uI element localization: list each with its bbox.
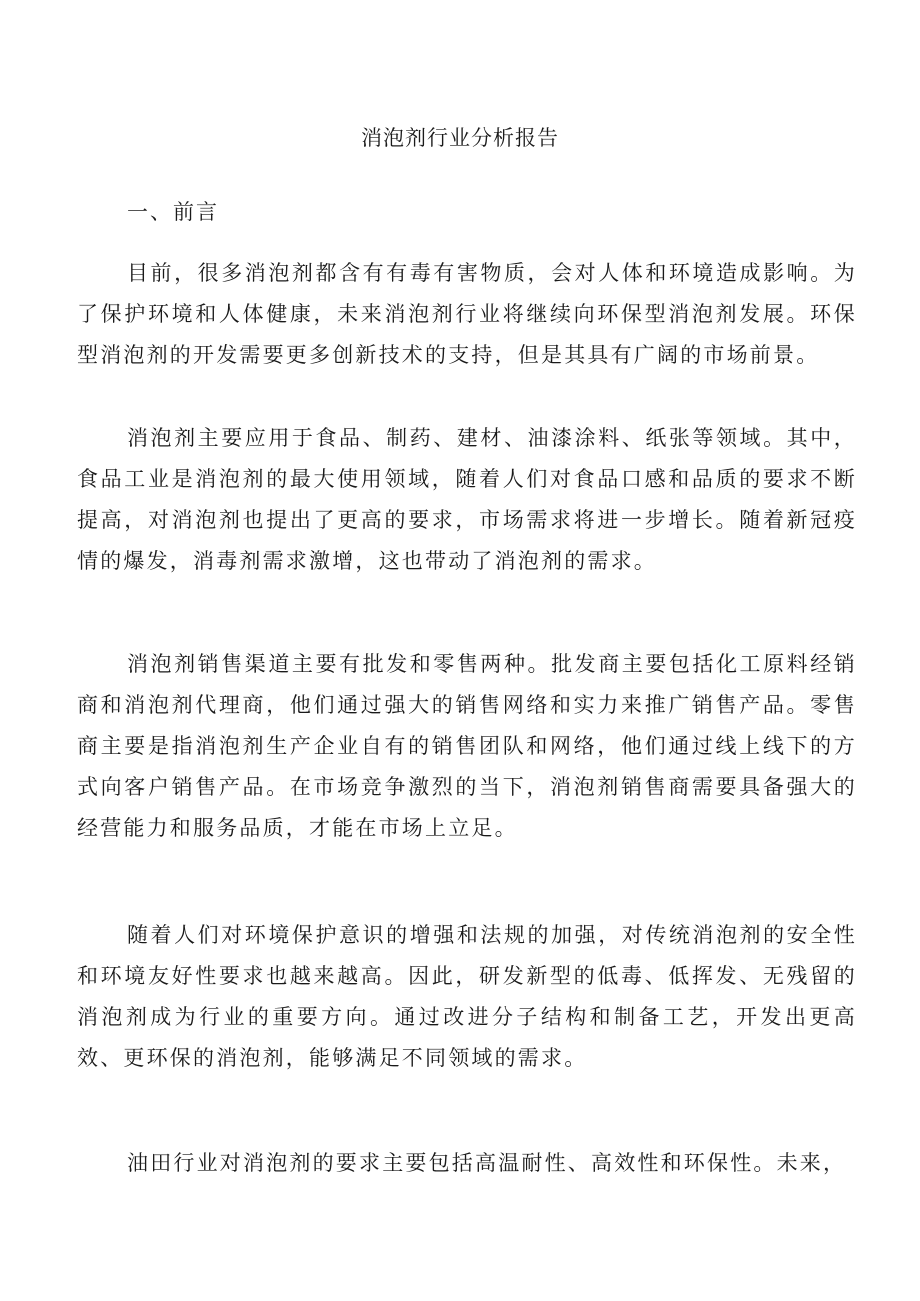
paragraph: 消泡剂主要应用于食品、制药、建材、油漆涂料、纸张等领域。其中，食品工业是消泡剂的最大使用领域，随着人们对食品口感和品质的要求不断提高，对消泡剂也提出了更高的要求，市场需求将进一步增长。随着新冠疫情的爆发，消毒剂需求激增，这也带动了消泡剂的需求。 <box>77 426 857 573</box>
section-heading: 一、前言 <box>127 200 219 224</box>
paragraph: 消泡剂销售渠道主要有批发和零售两种。批发商主要包括化工原料经销商和消泡剂代理商，他们通过强大的销售网络和实力来推广销售产品。零售商主要是指消泡剂生产企业自有的销售团队和网络，他们通过线上线下的方式向客户销售产品。在市场竞争激烈的当下，消泡剂销售商需要具备强大的经营能力和服务品质，才能在市场上立足。 <box>77 652 857 840</box>
document-title: 消泡剂行业分析报告 <box>361 126 559 150</box>
paragraph: 油田行业对消泡剂的要求主要包括高温耐性、高效性和环保性。未来， <box>127 1151 847 1175</box>
paragraph: 随着人们对环境保护意识的增强和法规的加强，对传统消泡剂的安全性和环境友好性要求也越来越高。因此，研发新型的低毒、低挥发、无残留的消泡剂成为行业的重要方向。通过改进分子结构和制备工艺，开发出更高效、更环保的消泡剂，能够满足不同领域的需求。 <box>77 923 857 1070</box>
paragraph: 目前，很多消泡剂都含有有毒有害物质，会对人体和环境造成影响。为了保护环境和人体健康，未来消泡剂行业将继续向环保型消泡剂发展。环保型消泡剂的开发需要更多创新技术的支持，但是其具有广阔的市场前景。 <box>77 261 857 367</box>
